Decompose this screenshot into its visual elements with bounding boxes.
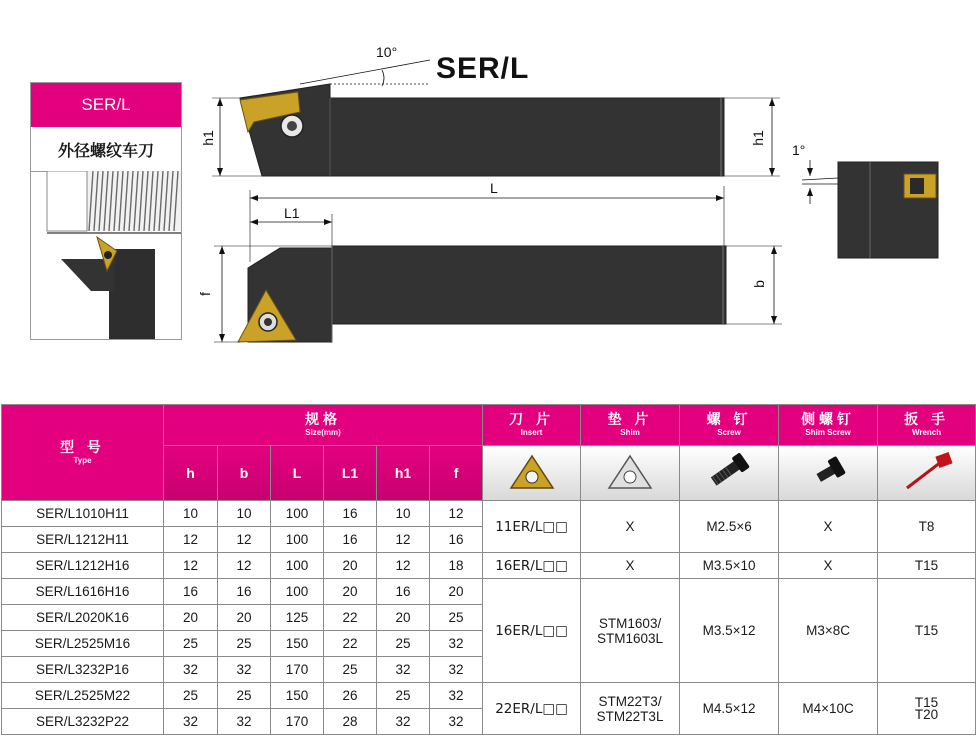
group-4-wrench	[878, 683, 976, 735]
group-4-wrench-line2: T20	[914, 706, 939, 722]
cell-L: 150	[271, 631, 324, 657]
row-type: SER/L1010H11	[2, 501, 164, 527]
cell-h: 12	[164, 553, 218, 579]
screw-icon	[680, 446, 779, 501]
cell-L: 125	[271, 605, 324, 631]
shim-screw-header: 侧螺钉 Shim Screw	[779, 405, 878, 446]
cell-L: 170	[271, 709, 324, 735]
cell-L: 100	[271, 501, 324, 527]
spec-table	[1, 404, 976, 735]
col-L1: L1	[324, 446, 377, 501]
cell-b: 12	[218, 553, 271, 579]
group-2-wrench: T15	[878, 553, 976, 579]
group-3-shim	[581, 579, 680, 683]
drawing-title: SER/L	[436, 52, 530, 85]
shim-screw-icon	[779, 446, 878, 501]
cell-L: 100	[271, 579, 324, 605]
insert-header: 刀 片 Insert	[483, 405, 581, 446]
cell-h: 25	[164, 683, 218, 709]
wrench-header: 扳 手 Wrench	[878, 405, 976, 446]
cell-L1: 26	[324, 683, 377, 709]
cell-L1: 22	[324, 631, 377, 657]
group-4-wrench-line1: T15	[914, 694, 939, 710]
f-label: f	[196, 292, 213, 296]
cell-h: 32	[164, 657, 218, 683]
cell-h: 16	[164, 579, 218, 605]
group-1-shim: X	[581, 501, 680, 553]
cell-f: 32	[430, 709, 483, 735]
group-2-insert: 16ER/L□□	[483, 553, 581, 579]
group-1-screw: M2.5×6	[680, 501, 779, 553]
group-4-screw: M4.5×12	[680, 683, 779, 735]
cell-f: 20	[430, 579, 483, 605]
cell-h1: 32	[377, 657, 430, 683]
angle-10-label: 10°	[376, 44, 398, 60]
cell-h1: 20	[377, 605, 430, 631]
cell-L1: 22	[324, 605, 377, 631]
cell-b: 20	[218, 605, 271, 631]
L1-label: L1	[284, 205, 300, 221]
cell-b: 25	[218, 683, 271, 709]
group-2-shim: X	[581, 553, 680, 579]
type-header: 型 号 Type	[2, 405, 164, 501]
cell-h: 20	[164, 605, 218, 631]
group-4-insert: 22ER/L□□	[483, 683, 581, 735]
row-type: SER/L2020K16	[2, 605, 164, 631]
row-type: SER/L1616H16	[2, 579, 164, 605]
row-type: SER/L2525M22	[2, 683, 164, 709]
col-h1: h1	[377, 446, 430, 501]
angle-1-label: 1°	[792, 142, 806, 158]
cell-L1: 28	[324, 709, 377, 735]
cell-b: 32	[218, 657, 271, 683]
cell-h1: 16	[377, 579, 430, 605]
cell-h: 10	[164, 501, 218, 527]
cell-b: 16	[218, 579, 271, 605]
cell-h1: 12	[377, 527, 430, 553]
tool-drawings	[0, 0, 976, 360]
group-1-wrench: T8	[878, 501, 976, 553]
group-3-shim-line2: STM1603L	[597, 630, 664, 646]
group-3-insert: 16ER/L□□	[483, 579, 581, 683]
insert-icon	[483, 446, 581, 501]
cell-f: 16	[430, 527, 483, 553]
cell-h1: 25	[377, 683, 430, 709]
L-label: L	[490, 180, 498, 196]
row-type: SER/L2525M16	[2, 631, 164, 657]
cell-L1: 16	[324, 501, 377, 527]
shim-header: 垫 片 Shim	[581, 405, 680, 446]
cell-L: 150	[271, 683, 324, 709]
row-type: SER/L3232P16	[2, 657, 164, 683]
h1-right-label: h1	[749, 130, 766, 146]
col-f: f	[430, 446, 483, 501]
cell-b: 10	[218, 501, 271, 527]
screw-header: 螺 钉 Screw	[680, 405, 779, 446]
row-type: SER/L3232P22	[2, 709, 164, 735]
cell-L1: 20	[324, 579, 377, 605]
wrench-icon	[878, 446, 976, 501]
group-4-shim-line2: STM22T3L	[596, 708, 664, 724]
cell-L: 100	[271, 553, 324, 579]
cell-f: 32	[430, 631, 483, 657]
cell-f: 32	[430, 683, 483, 709]
cell-L1: 16	[324, 527, 377, 553]
row-type: SER/L1212H11	[2, 527, 164, 553]
cell-L1: 25	[324, 657, 377, 683]
size-header: 规格 Size(mm)	[164, 405, 483, 446]
cell-L: 170	[271, 657, 324, 683]
group-4-shim-line1: STM22T3/	[598, 693, 662, 709]
cell-h: 25	[164, 631, 218, 657]
col-L: L	[271, 446, 324, 501]
card-title: SER/L	[31, 83, 181, 127]
group-3-shim-screw: M3×8C	[779, 579, 878, 683]
group-3-screw: M3.5×12	[680, 579, 779, 683]
row-type: SER/L1212H16	[2, 553, 164, 579]
group-1-insert: 11ER/L□□	[483, 501, 581, 553]
cell-f: 18	[430, 553, 483, 579]
cell-L: 100	[271, 527, 324, 553]
group-3-wrench: T15	[878, 579, 976, 683]
group-4-shim-screw: M4×10C	[779, 683, 878, 735]
cell-h: 32	[164, 709, 218, 735]
cell-b: 32	[218, 709, 271, 735]
group-3-shim-line1: STM1603/	[598, 615, 662, 631]
cell-h: 12	[164, 527, 218, 553]
cell-h1: 12	[377, 553, 430, 579]
group-2-screw: M3.5×10	[680, 553, 779, 579]
cell-b: 12	[218, 527, 271, 553]
col-h: h	[164, 446, 218, 501]
h1-left-label: h1	[199, 130, 216, 146]
cell-L1: 20	[324, 553, 377, 579]
b-label: b	[750, 280, 767, 288]
group-2-shim-screw: X	[779, 553, 878, 579]
cell-f: 12	[430, 501, 483, 527]
cell-h1: 32	[377, 709, 430, 735]
col-b: b	[218, 446, 271, 501]
cell-h1: 25	[377, 631, 430, 657]
cell-f: 32	[430, 657, 483, 683]
group-1-shim-screw: X	[779, 501, 878, 553]
cell-b: 25	[218, 631, 271, 657]
card-subtitle: 外径螺纹车刀	[31, 127, 181, 172]
cell-f: 25	[430, 605, 483, 631]
shim-icon	[581, 446, 680, 501]
group-4-shim	[581, 683, 680, 735]
cell-h1: 10	[377, 501, 430, 527]
